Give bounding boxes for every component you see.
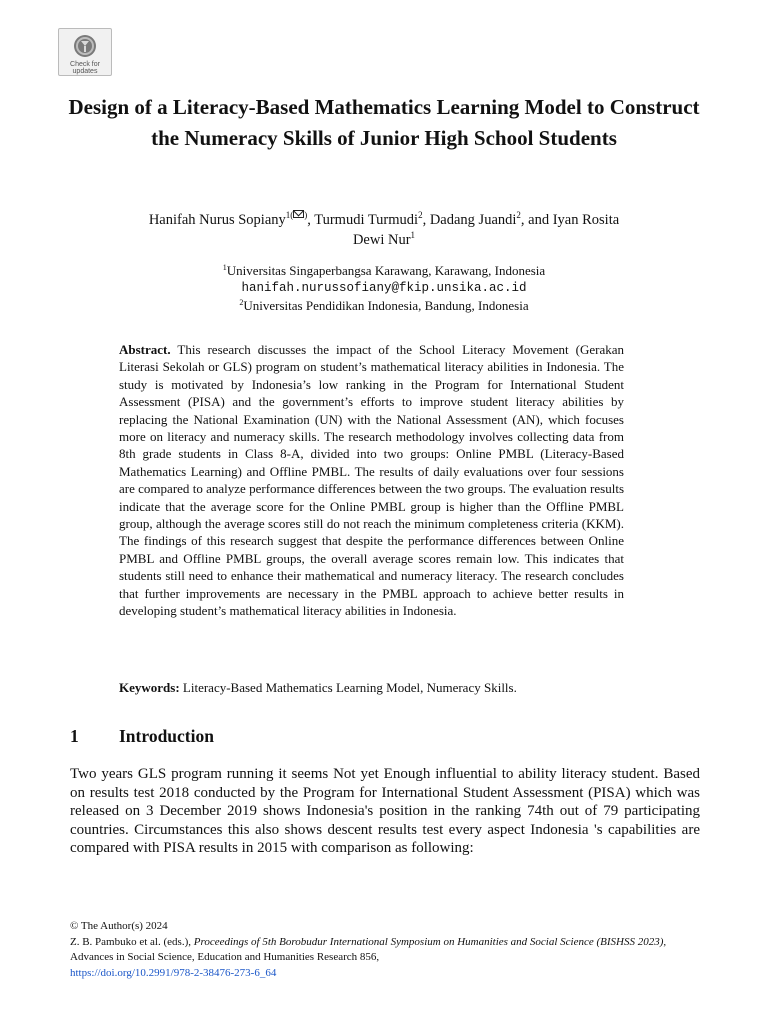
check-for-updates-icon (72, 33, 98, 59)
affiliation-2-sup: 2 (239, 298, 244, 307)
affiliation-1-sup: 1 (222, 263, 227, 272)
copyright: © The Author(s) 2024 (70, 920, 168, 932)
abstract (119, 341, 624, 620)
series: Advances in Social Science, Education and Humanities Research 856, (70, 951, 380, 963)
introduction-paragraph: Two years GLS program running it seems Not yet Enough influential to ability literacy student. Based on results test 2018 conducted by the Program for International Student Assessment (PISA) which was released on 3 December 2019 shows Indonesia's position in the ranking 74th out of 79 participating countries. Circumstances this also shows descent results test every aspect Indonesia 's capabilities are compared with PISA results in 2015 with comparison as following: (70, 766, 700, 857)
check-for-updates-badge[interactable] (58, 28, 112, 76)
keywords-label: Keywords: (119, 680, 180, 695)
section-heading-introduction (70, 725, 690, 747)
affiliation-2: $^2$Universitas Pendidikan Indonesia, Bandung, Indonesia (239, 298, 529, 313)
editors: Z. B. Pambuko et al. (eds.), (70, 935, 191, 948)
keywords-text: Literacy-Based Mathematics Learning Model, Numeracy Skills. (182, 680, 517, 695)
section-number: 1 (70, 726, 79, 746)
keywords (119, 679, 639, 696)
author-2-name: , Turmudi Turmudi (307, 212, 419, 228)
author-4-name-part: , and Iyan Rosita (520, 212, 620, 228)
section-title: Introduction (119, 726, 214, 746)
proceedings-title: Proceedings of 5th Borobudur International Symposium on Humanities and Social Science (BISHSS 2023), (193, 935, 667, 948)
abstract-text: This research discusses the impact of the School Literacy Movement (Gerakan Literasi Sekolah or GLS) program on student’s mathematical literacy abilities in Indonesia. The study is motivated by Indonesia’s low ranking in the Program for International Student Assessment (PISA) and the government’s efforts to improve student literacy abilities by replacing the National Examination (UN) with the National Assessment (AN), which focuses more on literacy and numeracy skills. The research methodology involves collecting data from 8th grade students in Class 8-A, divided into two groups: Online PMBL (Literacy-Based Mathematics Learning) and Offline PMBL. The results of daily evaluations over four sessions are compared to analyze performance differences between the two groups. The evaluation results indicate that the average score for the Online PMBL group is higher than the Offline PMBL group, although the average scores still do not reach the minimum completeness criteria (KKM). The findings of this research suggest that despite the performance differences between Online PMBL and Offline PMBL groups, the overall average scores remain low. This indicates that students still need to enhance their mathematical and numeracy literacy. The research concludes that further improvements are necessary in the PMBL approach to achieve better results in developing student’s mathematical literacy abilities in Indonesia. (119, 342, 624, 619)
citation (70, 935, 700, 966)
author-4-name: Dewi Nur (352, 232, 411, 248)
doi-link[interactable]: https://doi.org/10.2991/978-2-38476-273-6_64 (70, 966, 277, 979)
badge-line-1: Check for (70, 61, 100, 68)
author-list (70, 210, 698, 250)
author-3-sup: 2 (516, 210, 521, 220)
paper-title: Design of a Literacy-Based Mathematics Learning Model to Construct the Numeracy Skills of Junior High School Students (68, 95, 700, 150)
author-2-sup: 2 (418, 210, 423, 220)
envelope-icon[interactable] (293, 210, 304, 218)
affiliation-1: $^1$Universitas Singaperbangsa Karawang, Karawang, Indonesia (222, 263, 546, 278)
author-3-name: , Dadang Juandi (422, 212, 517, 228)
footer (70, 919, 700, 981)
corresponding-email[interactable]: hanifah.nurussofiany@fkip.unsika.ac.id (241, 280, 527, 295)
author-4-sup: 1 (410, 230, 416, 240)
badge-line-2: updates (72, 68, 98, 75)
abstract-label: Abstract. (119, 342, 171, 357)
author-1-sup: 1( ) (285, 210, 308, 220)
affiliations (100, 262, 668, 315)
author-1-name: Hanifah Nurus Sopiany (148, 212, 286, 228)
